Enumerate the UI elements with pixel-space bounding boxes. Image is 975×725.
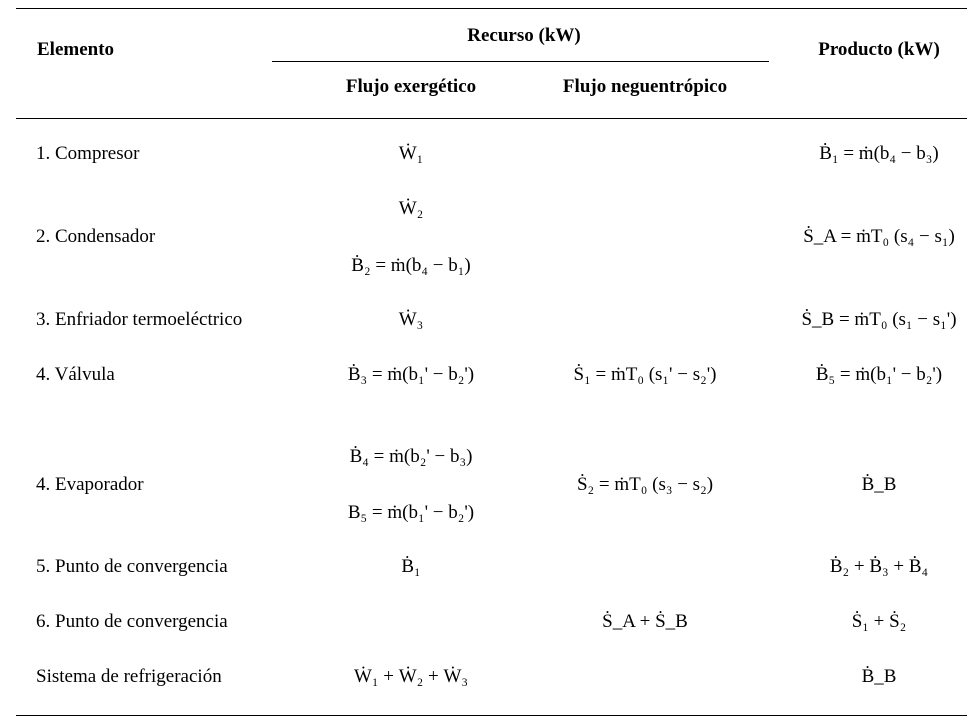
row-label: 4. Evaporador <box>36 474 144 495</box>
producto-cell: Ṡ_B = ṁT₀ (s₁ − s₁') <box>801 309 957 330</box>
header-bottom-rule <box>16 118 967 119</box>
producto-cell: Ḃ_B <box>861 666 897 687</box>
header-recurso: Recurso (kW) <box>467 25 581 46</box>
neguentropico-cell: Ṡ_A + Ṡ_B <box>602 611 688 632</box>
recurso-cell: Ẇ₂ <box>398 198 424 219</box>
neguentropico-cell: Ṡ₂ = ṁT₀ (s₃ − s₂) <box>576 474 714 495</box>
producto-cell: Ṡ₁ + Ṡ₂ <box>851 611 907 632</box>
recurso-cell: Ḃ₃ = ṁ(b₁' − b₂') <box>347 364 475 385</box>
header-flujo-exergetico: Flujo exergético <box>345 76 477 97</box>
row-label: Sistema de refrigeración <box>36 666 222 687</box>
header-elemento: Elemento <box>37 39 115 60</box>
recurso-cell: Ẇ₁ <box>398 143 424 164</box>
recurso-cell: Ḃ₄ = ṁ(b₂' − b₃) <box>349 446 473 467</box>
recurso-cell: Ḃ₁ <box>401 556 421 577</box>
bottom-rule <box>16 715 967 716</box>
neguentropico-cell: Ṡ₁ = ṁT₀ (s₁' − s₂') <box>573 364 717 385</box>
producto-cell: Ḃ₂ + Ḃ₃ + Ḃ₄ <box>829 556 929 577</box>
row-label: 4. Válvula <box>36 364 115 385</box>
recurso-cell: Ẇ₃ <box>398 309 424 330</box>
recurso-cell: Ẇ₁ + Ẇ₂ + Ẇ₃ <box>353 666 469 687</box>
recurso-cell: B₅ = ṁ(b₁' − b₂') <box>347 502 475 523</box>
header-flujo-neguentropico: Flujo neguentrópico <box>562 76 728 97</box>
row-label: 5. Punto de convergencia <box>36 556 228 577</box>
producto-cell: Ḃ_B <box>861 474 897 495</box>
row-label: 6. Punto de convergencia <box>36 611 228 632</box>
header-producto: Producto (kW) <box>818 39 940 60</box>
producto-cell: Ḃ₅ = ṁ(b₁' − b₂') <box>815 364 943 385</box>
row-label: 1. Compresor <box>36 143 140 164</box>
top-rule <box>16 8 967 9</box>
producto-cell: Ṡ_A = ṁT₀ (s₄ − s₁) <box>803 226 955 247</box>
producto-cell: Ḃ₁ = ṁ(b₄ − b₃) <box>819 143 939 164</box>
row-label: 2. Condensador <box>36 226 156 247</box>
row-label: 3. Enfriador termoeléctrico <box>36 309 243 330</box>
recurso-cell: Ḃ₂ = ṁ(b₄ − b₁) <box>351 255 471 276</box>
recurso-underline <box>272 61 769 62</box>
